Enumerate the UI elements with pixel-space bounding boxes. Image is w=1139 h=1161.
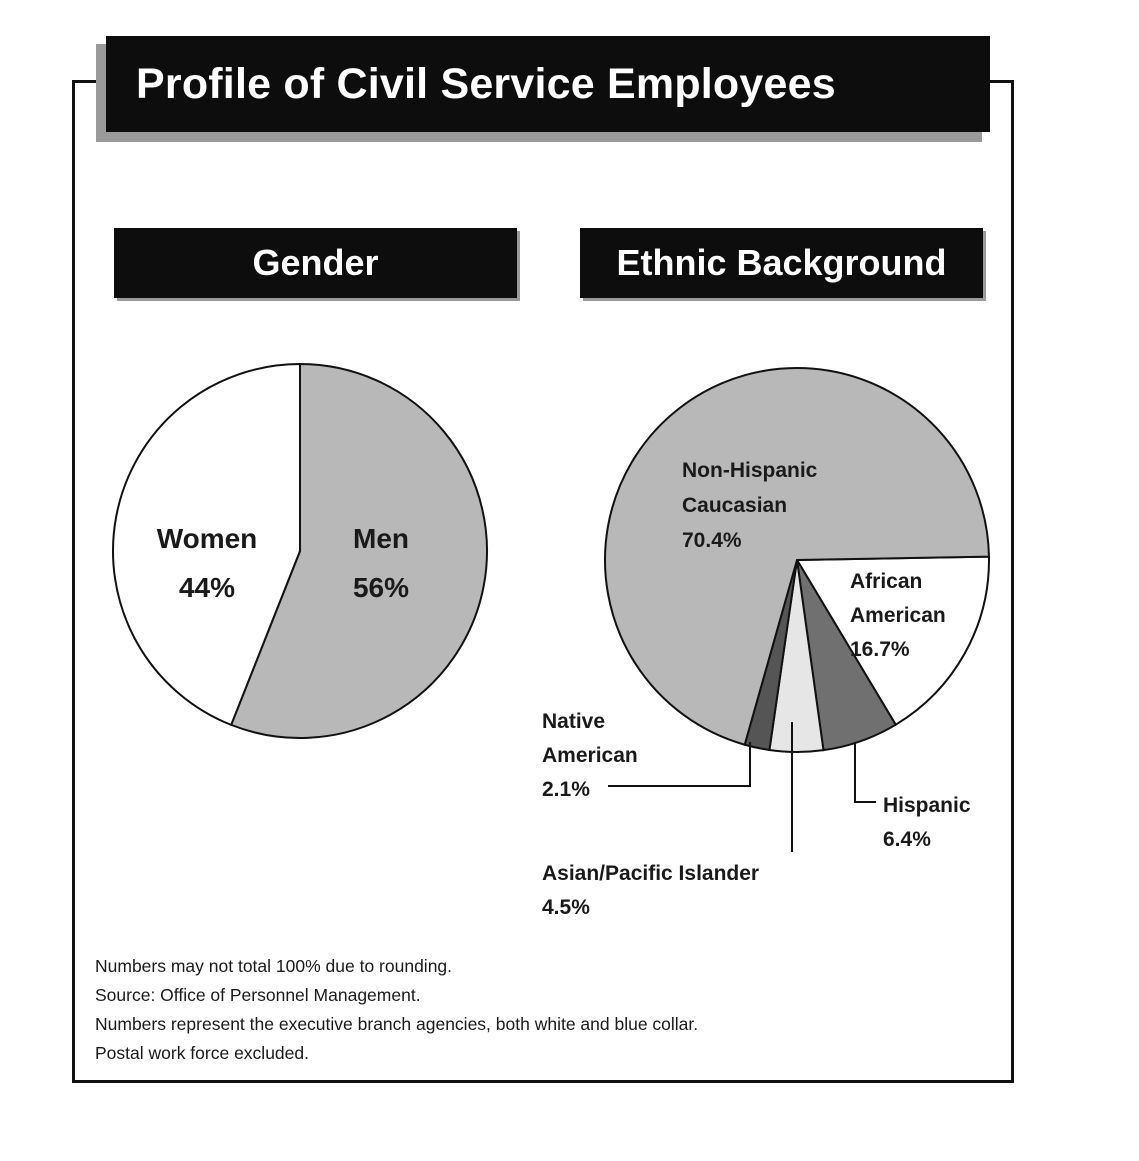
caucasian-label-line1: Non-Hispanic xyxy=(682,459,818,482)
caucasian-label-line2: Caucasian xyxy=(682,494,788,517)
footnote-postal: Postal work force excluded. xyxy=(95,1043,309,1063)
african-american-label-line1: African xyxy=(850,570,923,593)
men-label: Men xyxy=(353,523,409,554)
hispanic-label: Hispanic xyxy=(883,794,971,817)
african-american-label-line2: American xyxy=(850,604,946,627)
native-american-value-label: 2.1% xyxy=(542,778,590,801)
ethnic-section-title: Ethnic Background xyxy=(580,228,983,298)
hispanic-leader xyxy=(855,742,876,802)
hispanic-value-label: 6.4% xyxy=(883,828,931,851)
caucasian-value-label: 70.4% xyxy=(682,529,742,552)
men-value-label: 56% xyxy=(352,572,410,603)
african-american-value-label: 16.7% xyxy=(850,638,910,661)
footnote-scope: Numbers represent the executive branch agencies, both white and blue collar. xyxy=(95,1014,699,1034)
footnote-rounding: Numbers may not total 100% due to rounding. xyxy=(95,956,453,976)
footnotes xyxy=(95,952,698,1068)
women-value-label: 44% xyxy=(178,572,236,603)
footnote-source: Source: Office of Personnel Management. xyxy=(95,985,421,1005)
asian-pacific-label: Asian/Pacific Islander xyxy=(542,862,760,885)
gender-section-title: Gender xyxy=(114,228,517,298)
chart-title: Profile of Civil Service Employees xyxy=(136,59,836,108)
women-label: Women xyxy=(156,523,258,554)
asian-pacific-value-label: 4.5% xyxy=(542,896,590,919)
native-american-label-line1: Native xyxy=(542,710,606,733)
native-american-label-line2: American xyxy=(542,744,638,767)
ethnic-pie xyxy=(605,368,989,752)
